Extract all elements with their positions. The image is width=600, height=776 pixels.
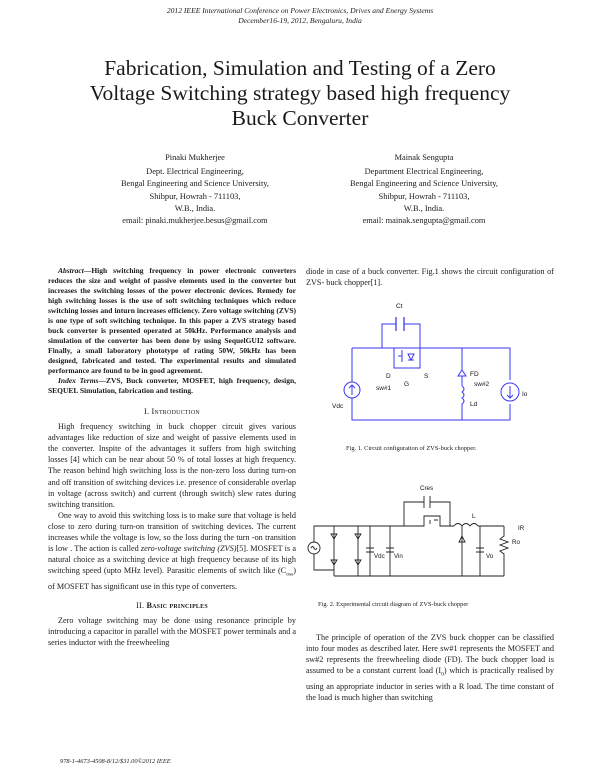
paper-title (40, 56, 560, 131)
author-email: email: pinaki.mukherjee.besus@gmail.com (122, 216, 268, 226)
title-line-2: Voltage Switching strategy based high frequency (89, 81, 511, 105)
label-ld: Ld (470, 401, 478, 408)
conference-header (0, 6, 600, 26)
author-state: W.B., India. (174, 203, 216, 213)
label-d: D (386, 373, 391, 380)
label-sw2: sw#2 (474, 381, 490, 388)
label-vdc: Vdc (332, 403, 344, 410)
author-univ: Bengal Engineering and Science University, (120, 179, 270, 189)
label-sw1: sw#1 (376, 385, 392, 392)
ops-text-a: The principle of operation of the ZVS buck chopper can be classified into four modes as described later. Here sw#1 represents the MOSFET and sw#2 represents the freewheeling diode (FD). The buck chopper load is assumed to be a constant current load (I (306, 633, 554, 676)
intro-p2-text-a: One way to avoid this switching loss is to make sure that voltage is held close to zero during turn-on transition of switching devices. The current increases while the voltage is low, so the loss during the turn -on transition is low . The action is called (48, 510, 296, 554)
label-vdc: Vdc (374, 553, 385, 560)
author-dept: Department Electrical Engineering, (364, 167, 484, 177)
label-ir: IR (518, 525, 525, 532)
label-s: S (424, 373, 429, 380)
right-paragraph-top: diode in case of a buck converter. Fig.1 shows the circuit configuration of ZVS- buck chopper[1]. (306, 267, 554, 288)
abstract-text: —High switching frequency in power electronic converters reduces the size and weight of passive elements used in the converter but increases the switching losses of the power electronic devices. Remedy for high switching losses is the use of soft switching techniques which reduce switching losses and inturn increases efficiency. Zero voltage switching (ZVS) is one type of soft switching technique. In this paper a ZVS strategy based buck converter is presented operated at 50kHz. Performance analysis and simulation of the converter has been done by using SequelGUI2 software. Finally, a small laboratory phototype of rating 50W, 50kHz has been designed, fabricated and tested. The experimental results and simulated performance are found to be in good agreement. (48, 266, 296, 375)
figure-1-caption: Fig. 1. Circuit configuration of ZVS-buck chopper. (346, 445, 477, 452)
footer-copyright: 978-1-4673-4508-8/12/$31.00©2012 IEEE (60, 758, 171, 765)
author-city: Shibpur, Howrah - 711103, (149, 191, 241, 201)
intro-p2-sub: oss (286, 571, 294, 578)
label-ro: Ro (512, 539, 520, 546)
wire (352, 348, 510, 380)
author-state: W.B., India. (403, 203, 445, 213)
abstract-label: Abstract (58, 266, 84, 275)
wire (352, 398, 510, 420)
figure-2-circuit (304, 476, 544, 596)
ops-text-b: ) which is practically realised by using an appropriate inductor in series with a R load. The time constant of the load is much higher than switching (306, 666, 554, 703)
bridge-rectifier (334, 526, 358, 576)
index-terms-text: —ZVS, Buck converter, MOSFET, high frequency, design, SEQUEL Simulation, fabrication and testing. (48, 376, 296, 395)
l-inductor (454, 524, 504, 527)
section-number: I. (144, 407, 150, 416)
index-terms (48, 376, 296, 396)
freewheel-diode (458, 348, 466, 386)
section-heading-basic (48, 600, 296, 611)
label-vin: Vin (394, 553, 403, 560)
label-l: L (472, 513, 476, 520)
author-dept: Dept. Electrical Engineering, (146, 167, 244, 177)
freewheel-diode (459, 526, 465, 576)
author-email: email: mainak.sengupta@gmail.com (362, 216, 486, 226)
index-terms-label: Index Terms (58, 376, 99, 385)
abstract (48, 266, 296, 376)
label-io: Io (522, 391, 528, 398)
figure-1-circuit (330, 296, 530, 436)
author-block-2 (299, 152, 549, 227)
ld-inductor (462, 386, 464, 420)
author-block-1 (70, 152, 320, 227)
conference-line-1: 2012 IEEE International Conference on Power Electronics, Drives and Energy Systems (166, 6, 434, 15)
author-name: Mainak Sengupta (394, 153, 454, 162)
intro-p2-italic: zero-voltage switching (ZVS) (140, 544, 237, 554)
right-column-bottom (306, 632, 554, 703)
section-title: Basic principles (146, 601, 208, 611)
body-diode (408, 354, 414, 360)
mosfet-switch (398, 350, 402, 362)
intro-paragraph-1: High frequency switching in buck chopper circuit gives various advantages like reduction of size and weight of passive elements used in the converter. Inspite of the advantages it suffers from high switching losses [4] which can be near about 50 % of total losses at high frequency. The reason behind high switching loss is the non-zero loss during turn-on and off transition of switching devices i.e. presence of considerable overlap in voltage (across switch) and current (through switch) slew rates during switching transition. (48, 422, 296, 509)
ops-sub: 0 (441, 671, 444, 678)
figure-2-caption: Fig. 2. Experimental circuit diagram of ZVS-buck chopper (318, 601, 469, 608)
label-fd: FD (470, 371, 479, 378)
label-vo: Vo (486, 553, 494, 560)
conference-line-2: December16-19, 2012, Bengaluru, India (238, 16, 362, 25)
intro-paragraph-2 (48, 510, 296, 592)
author-city: Shibpur, Howrah - 711103, (378, 191, 470, 201)
label-ct: Ct (396, 303, 403, 310)
intro-p2-text-c: [5]. MOSFET is a natural choice as a switching device at high frequency because of its high switching speed (upto MHz level). Parasitic elements of switch like (C (48, 544, 296, 576)
right-column-top (306, 266, 554, 288)
left-column (48, 266, 296, 649)
intro-p2-text-d: ) of MOSFET has significant use in this type of converters. (48, 566, 296, 592)
author-name: Pinaki Mukherjee (165, 153, 225, 162)
author-univ: Bengal Engineering and Science University, (349, 179, 499, 189)
section-title: Introduction (151, 407, 200, 416)
basic-paragraph-1: Zero voltage switching may be done using resonance principle by introducing a capacitor in parallel with the MOSFET power terminals and a series inductor with the freewheeling (48, 616, 296, 648)
section-number: II. (136, 601, 145, 611)
output-capacitor (476, 526, 484, 576)
section-heading-intro (48, 406, 296, 417)
title-line-1: Fabrication, Simulation and Testing of a Zero (104, 56, 496, 80)
mosfet (404, 516, 454, 526)
label-cres: Cres (420, 485, 434, 492)
ct-capacitor (396, 317, 404, 331)
ro-resistor (500, 526, 508, 576)
right-paragraph-ops (306, 632, 554, 703)
cres-capacitor (424, 496, 430, 508)
title-line-3: Buck Converter (231, 106, 369, 130)
label-g: G (404, 381, 410, 388)
